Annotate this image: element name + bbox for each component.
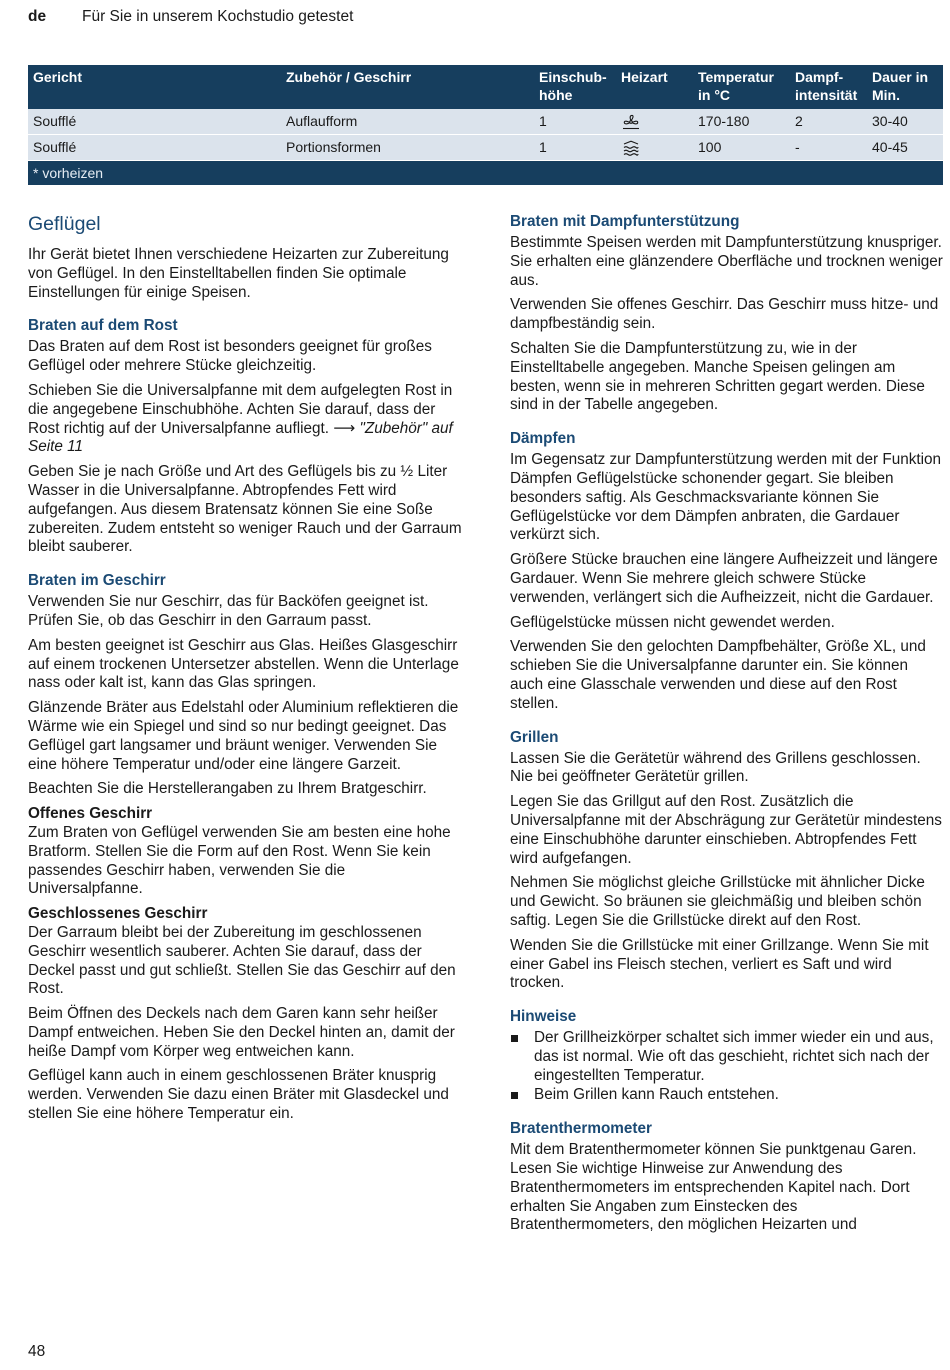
cell-temp: 100 (693, 135, 790, 161)
paragraph: Verwenden Sie nur Geschirr, das für Backöfen geeignet ist. Prüfen Sie, ob das Geschirr in den Garraum passt. (28, 593, 429, 629)
paragraph-text: Schieben Sie die Universalpfanne mit dem aufgelegten Rost in die angegebene Einschubhöhe. Achten Sie darauf, dass der Rost richtig auf der Universalpfanne aufliegt. (28, 381, 453, 437)
col-header-steam: Dampf- intensität (790, 65, 867, 109)
subsection-title: Dämpfen (510, 430, 576, 448)
table-header-row (28, 65, 943, 109)
subsection-title: Braten im Geschirr (28, 572, 166, 590)
cell-dish: Soufflé (28, 135, 281, 161)
paragraph: Der Garraum bleibt bei der Zubereitung im geschlossenen Geschirr wesentlich sauberer. Achten Sie darauf, dass der Deckel passt und gut schließt. Stellen Sie das Geschirr auf den Rost. (28, 923, 456, 998)
left-column (28, 212, 464, 1130)
cell-steam: - (790, 135, 867, 161)
cell-level: 1 (534, 135, 616, 161)
paragraph: Verwenden Sie offenes Geschirr. Das Geschirr muss hitze- und dampfbeständig sein. (510, 296, 939, 333)
notes-list (510, 1029, 944, 1105)
cell-temp: 170-180 (693, 109, 790, 135)
col-header-duration: Dauer in Min. (867, 65, 943, 109)
paragraph: Schalten Sie die Dampfunterstützung zu, wie in der Einstelltabelle angegeben. Manche Speisen gelingen am besten, wenn sie in mehreren Schritten gegart werden. Diese sind in der Tabelle angegeben. (510, 339, 925, 414)
cell-heat (616, 135, 693, 161)
section-title: Geflügel (28, 213, 101, 235)
cell-accessory: Auflaufform (281, 109, 534, 135)
cell-dish: Soufflé (28, 109, 281, 135)
col-header-accessory: Zubehör / Geschirr (281, 65, 534, 109)
settings-table (28, 65, 943, 185)
table-footnote-row (28, 161, 943, 186)
paragraph: Glänzende Bräter aus Edelstahl oder Aluminium reflektieren die Wärme wie ein Spiegel und sind so nur bedingt geeignet. Das Geflügel gart langsamer und bräunt weniger. Verwenden Sie eine höhere Temperatur und/oder eine längere Garzeit. (28, 699, 459, 773)
subsection-title: Braten mit Dampfunterstützung (510, 213, 740, 230)
subsection-title: Hinweise (510, 1008, 577, 1026)
paragraph: Bestimmte Speisen werden mit Dampfunterstützung knuspriger. Sie erhalten eine glänzendere Oberfläche und trocknen weniger aus. (510, 234, 943, 289)
list-item (510, 1086, 944, 1105)
paragraph: Geflügel kann auch in einem geschlossenen Bräter knusprig werden. Verwenden Sie dazu einen Bräter mit Glasdeckel und stellen Sie eine höhere Temperatur ein. (28, 1067, 449, 1123)
col-header-dish: Gericht (28, 65, 281, 109)
steam-icon (621, 140, 641, 156)
col-header-heat: Heizart (616, 65, 693, 109)
right-column (510, 212, 944, 1241)
cell-duration: 30-40 (867, 109, 943, 135)
language-code: de (28, 8, 47, 25)
subsection-title: Grillen (510, 728, 559, 746)
subsection-title: Bratenthermometer (510, 1120, 652, 1138)
intro-paragraph: Ihr Gerät bietet Ihnen verschiedene Heizarten zur Zubereitung von Geflügel. In den Einstelltabellen finden Sie optimale Einstellungen für einige Speisen. (28, 246, 449, 301)
table-footnote: * vorheizen (28, 161, 943, 186)
paragraph: Geflügelstücke müssen nicht gewendet werden. (510, 613, 835, 631)
subheading: Geschlossenes Geschirr (28, 905, 208, 923)
col-header-level: Einschub- höhe (534, 65, 616, 109)
cell-steam: 2 (790, 109, 867, 135)
col-header-temp: Temperatur in °C (693, 65, 790, 109)
list-item-text: Beim Grillen kann Rauch entstehen. (534, 1086, 779, 1104)
paragraph: Beim Öffnen des Deckels nach dem Garen kann sehr heißer Dampf entweichen. Heben Sie den Deckel hinten an, damit der heiße Dampf vom Körper weg entweichen kann. (28, 1005, 455, 1060)
paragraph: Geben Sie je nach Größe und Art des Geflügels bis zu ½ Liter Wasser in die Universalpfanne. Abtropfendes Fett wird aufgefangen. Aus diesem Bratensatz können Sie eine Soße zubereiten. Zudem entsteht so weniger Rauch und der Garraum bleibt sauberer. (28, 463, 462, 556)
paragraph (28, 382, 464, 457)
subheading: Offenes Geschirr (28, 805, 153, 823)
table-row (28, 135, 943, 161)
paragraph: Das Braten auf dem Rost ist besonders geeignet für großes Geflügel oder mehrere Stücke gleichzeitig. (28, 338, 432, 375)
paragraph: Wenden Sie die Grillstücke mit einer Grillzange. Wenn Sie mit einer Gabel ins Fleisch stechen, verliert es Saft und wird trocken. (510, 936, 929, 992)
cell-accessory: Portionsformen (281, 135, 534, 161)
fan-heat-icon (621, 114, 641, 130)
paragraph: Größere Stücke brauchen eine längere Aufheizzeit und längere Gardauer. Wenn Sie mehrere gleich schwere Stücke verwenden, verlängert sich die Aufheizzeit, nicht die Gardauer. (510, 551, 938, 606)
subsection-title: Braten auf dem Rost (28, 317, 178, 335)
paragraph: Im Gegensatz zur Dampfunterstützung werden mit der Funktion Dämpfen Geflügelstücke schonender gegart. Sie bleiben besonders saftig. Als Geschmacksvariante können Sie Geflügelstücke vor dem Dämpfen anbraten, die Gardauer verkürzt sich. (510, 451, 942, 544)
cell-duration: 40-45 (867, 135, 943, 161)
cell-level: 1 (534, 109, 616, 135)
arrow-icon: ⟶ (333, 419, 356, 437)
paragraph: Lassen Sie die Gerätetür während des Grillens geschlossen. Nie bei geöffneter Gerätetür grillen. (510, 749, 921, 786)
bullet-square-icon (511, 1035, 518, 1042)
page-number: 48 (28, 1343, 46, 1360)
paragraph: Beachten Sie die Herstellerangaben zu Ihrem Bratgeschirr. (28, 780, 427, 798)
list-item (510, 1029, 944, 1085)
list-item-text: Der Grillheizkörper schaltet sich immer wieder ein und aus, das ist normal. Wie oft das geschieht, richtet sich nach der eingestellten Temperatur. (534, 1029, 934, 1084)
paragraph: Mit dem Bratenthermometer können Sie punktgenau Garen. Lesen Sie wichtige Hinweise zur Anwendung des Bratenthermometers im entsprechenden Kapitel nach. Dort erhalten Sie Angaben zum Einstecken des Bratenthermometers, den möglichen Heizarten und (510, 1141, 917, 1234)
paragraph: Legen Sie das Grillgut auf den Rost. Zusätzlich die Universalpfanne mit der Abschrägung zur Gerätetür mindestens eine Einschubhöhe darunter einschieben. Abtropfendes Fett wird aufgefangen. (510, 793, 942, 867)
paragraph: Am besten geeignet ist Geschirr aus Glas. Heißes Glasgeschirr auf einem trockenen Untersetzer abstellen. Wenn die Unterlage nass oder kalt ist, kann das Glas springen. (28, 636, 459, 692)
paragraph: Nehmen Sie möglichst gleiche Grillstücke mit ähnlicher Dicke und Gewicht. So bräunen sie gleichmäßig und bleiben schön saftig. Legen Sie die Grillstücke direkt auf den Rost. (510, 874, 925, 929)
header-title: Für Sie in unserem Kochstudio getestet (82, 8, 354, 25)
paragraph: Verwenden Sie den gelochten Dampfbehälter, Größe XL, und schieben Sie die Universalpfanne darunter ein. Sie können auch eine Glasschale verwenden und diese auf den Rost stellen. (510, 638, 926, 712)
cell-heat (616, 109, 693, 135)
cross-reference-link[interactable]: "Zubehör" auf Seite 11 (28, 419, 453, 456)
paragraph: Zum Braten von Geflügel verwenden Sie am besten eine hohe Bratform. Stellen Sie die Form auf den Rost. Wenn Sie kein passendes Geschirr haben, verwenden Sie die Universalpfanne. (28, 823, 451, 898)
bullet-square-icon (511, 1092, 518, 1099)
table-row (28, 109, 943, 135)
